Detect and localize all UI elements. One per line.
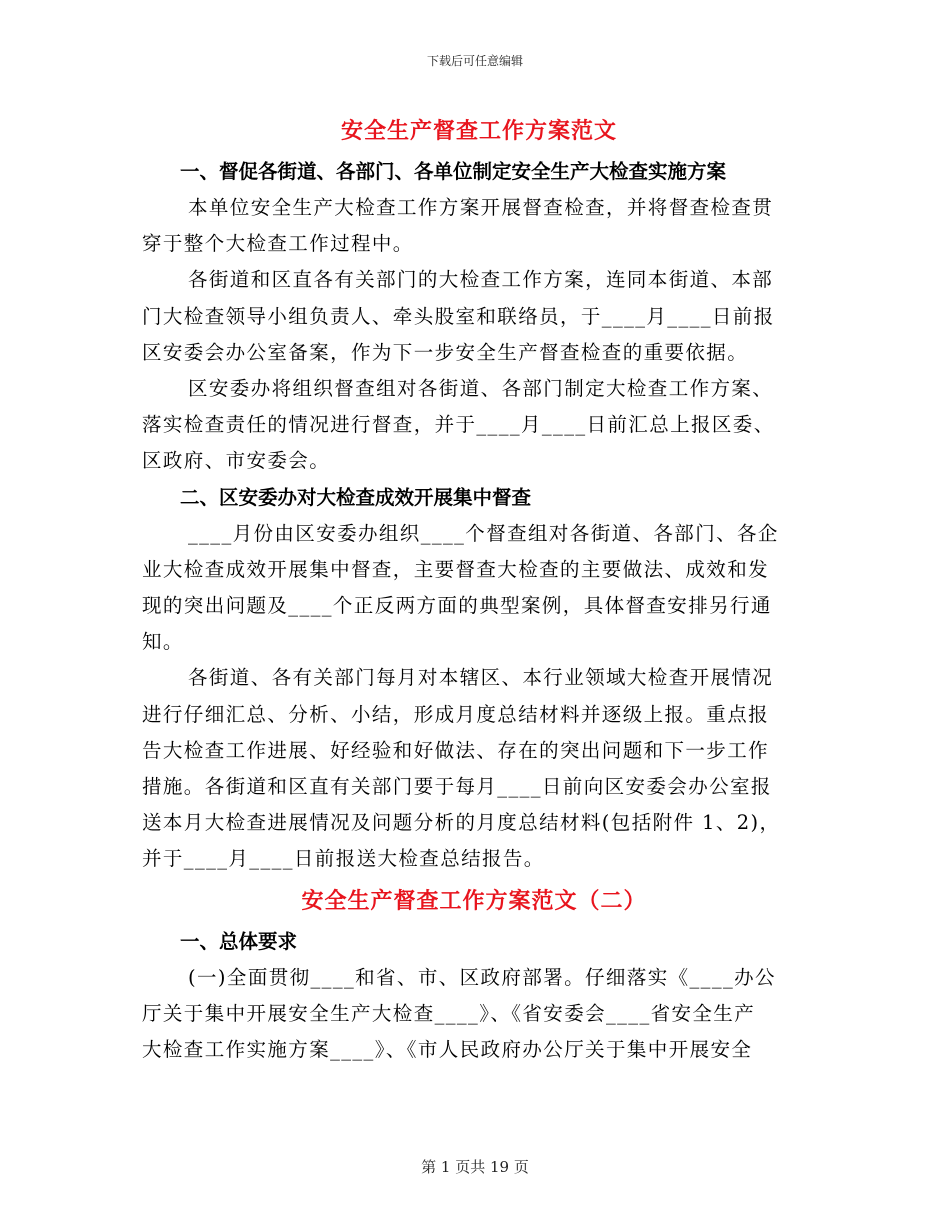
paragraph-line: 各街道、各有关部门每月对本辖区、本行业领域大检查开展情况 — [188, 666, 774, 690]
paragraph-line: 区政府、市安委会。 — [142, 449, 331, 473]
document-title-2: 安全生产督查工作方案范文（二） — [301, 887, 647, 914]
paragraph-line: 措施。各街道和区直有关部门要于每月____日前向区安委会办公室报 — [142, 775, 772, 799]
section-heading-2: 二、区安委办对大检查成效开展集中督查 — [180, 485, 532, 509]
paragraph-line: 穿于整个大检查工作过程中。 — [142, 232, 414, 256]
header-note: 下载后可任意编辑 — [426, 54, 523, 68]
paragraph — [142, 516, 806, 661]
section-heading-3: 一、总体要求 — [180, 929, 298, 953]
section-heading-1: 一、督促各街道、各部门、各单位制定安全生产大检查实施方案 — [180, 160, 727, 183]
paragraph-line: 落实检查责任的情况进行督查，并于____月____日前汇总上报区委、 — [142, 413, 775, 437]
page-number: 第 1 页共 19 页 — [421, 1158, 529, 1176]
paragraph-line: ____月份由区安委办组织____个督查组对各街道、各部门、各企 — [188, 521, 779, 545]
paragraph — [142, 960, 806, 1069]
paragraph — [142, 660, 806, 877]
paragraph — [142, 190, 806, 262]
paragraph-line: (一)全面贯彻____和省、市、区政府部署。仔细落实《____办公 — [188, 965, 776, 989]
paragraph-line: 知。 — [142, 630, 184, 654]
paragraph-line: 进行仔细汇总、分析、小结，形成月度总结材料并逐级上报。重点报 — [142, 702, 770, 726]
paragraph-line: 告大检查工作进展、好经验和好做法、存在的突出问题和下一步工作 — [142, 738, 770, 762]
paragraph-line: 区安委会办公室备案，作为下一步安全生产督查检查的重要依据。 — [142, 340, 749, 364]
paragraph-line: 区安委办将组织督查组对各街道、各部门制定大检查工作方案、 — [188, 377, 774, 401]
document-title: 安全生产督查工作方案范文 — [340, 118, 617, 144]
paragraph-line: 各街道和区直各有关部门的大检查工作方案，连同本街道、本部 — [188, 268, 774, 292]
paragraph — [142, 371, 806, 480]
document-body — [142, 108, 806, 1068]
paragraph-line: 送本月大检查进展情况及问题分析的月度总结材料(包括附件 1、2)， — [142, 811, 781, 835]
paragraph-line: 门大检查领导小组负责人、牵头股室和联络员，于____月____日前报 — [142, 304, 775, 328]
paragraph — [142, 262, 806, 371]
paragraph-line: 并于____月____日前报送大检查总结报告。 — [142, 847, 545, 871]
paragraph-line: 厅关于集中开展安全生产大检查____》、《省安委会____省安全生产 — [142, 1001, 756, 1025]
paragraph-line: 本单位安全生产大检查工作方案开展督查检查，并将督查检查贯 — [188, 196, 774, 219]
paragraph-line: 业大检查成效开展集中督查，主要督查大检查的主要做法、成效和发 — [142, 557, 770, 581]
paragraph-line: 现的突出问题及____个正反两方面的典型案例，具体督查安排另行通 — [142, 594, 772, 618]
paragraph-line: 大检查工作实施方案____》、《市人民政府办公厅关于集中开展安全 — [142, 1038, 753, 1062]
